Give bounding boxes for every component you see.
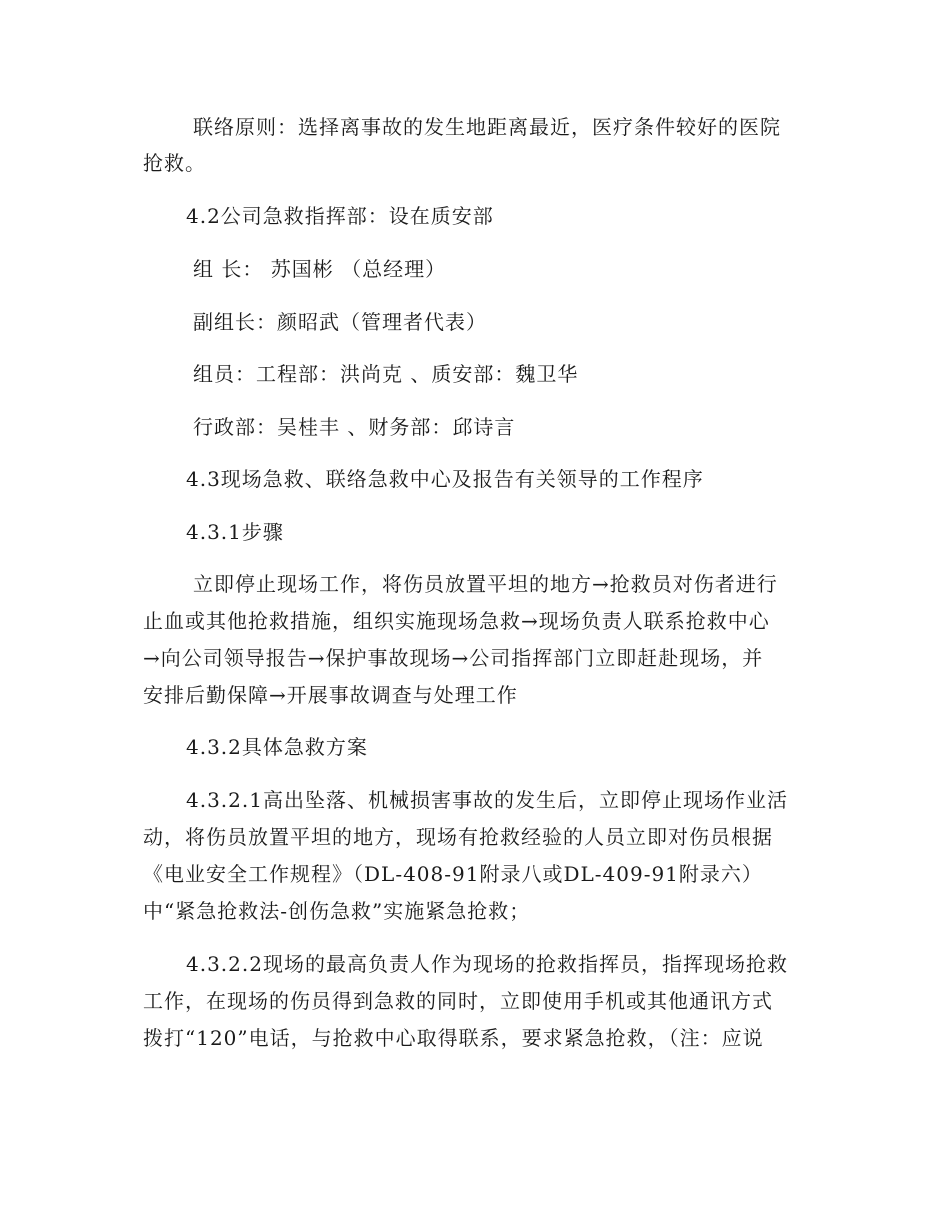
paragraph-4-3-2-2-line-3: 拨打“120”电话，与抢救中心取得联系，要求紧急抢救，（注：应说 xyxy=(143,1026,764,1050)
steps-line-4: 安排后勤保障→开展事故调查与处理工作 xyxy=(143,683,518,707)
paragraph-contact-principle-cont: 抢救。 xyxy=(143,151,206,175)
paragraph-4-3-2-1-line-2: 动，将伤员放置平坦的地方，现场有抢救经验的人员立即对伤员根据 xyxy=(143,825,773,849)
members-line-2: 行政部：吴桂丰 、财务部：邱诗言 xyxy=(193,415,516,439)
heading-4-3: 4.3现场急救、联络急救中心及报告有关领导的工作程序 xyxy=(186,467,704,491)
paragraph-4-3-2-1-line-4: 中“紧急抢救法-创伤急救”实施紧急抢救； xyxy=(143,899,531,923)
heading-4-3-2: 4.3.2具体急救方案 xyxy=(186,735,368,759)
steps-line-2: 止血或其他抢救措施，组织实施现场急救→现场负责人联系抢救中心 xyxy=(143,609,770,633)
heading-4-3-1: 4.3.1步骤 xyxy=(186,520,284,544)
paragraph-4-3-2-2-line-1: 4.3.2.2现场的最高负责人作为现场的抢救指挥员，指挥现场抢救 xyxy=(186,952,788,976)
members-line-1: 组员：工程部：洪尚克 、质安部：魏卫华 xyxy=(193,362,579,386)
steps-line-1: 立即停止现场工作，将伤员放置平坦的地方→抢救员对伤者进行 xyxy=(193,572,778,596)
heading-4-2: 4.2公司急救指挥部：设在质安部 xyxy=(186,204,494,228)
paragraph-contact-principle: 联络原则：选择离事故的发生地距离最近，医疗条件较好的医院 xyxy=(193,115,781,139)
paragraph-4-3-2-2-line-2: 工作，在现场的伤员得到急救的同时，立即使用手机或其他通讯方式 xyxy=(143,989,773,1013)
steps-line-3: →向公司领导报告→保护事故现场→公司指挥部门立即赶赴现场，并 xyxy=(143,646,764,670)
leader-line: 组 长： 苏国彬 （总经理） xyxy=(193,257,447,281)
paragraph-4-3-2-1-line-3: 《电业安全工作规程》（DL-408-91附录八或DL-409-91附录六） xyxy=(143,862,763,886)
deputy-line: 副组长：颜昭武（管理者代表） xyxy=(193,310,487,334)
paragraph-4-3-2-1-line-1: 4.3.2.1高出坠落、机械损害事故的发生后，立即停止现场作业活 xyxy=(186,788,788,812)
